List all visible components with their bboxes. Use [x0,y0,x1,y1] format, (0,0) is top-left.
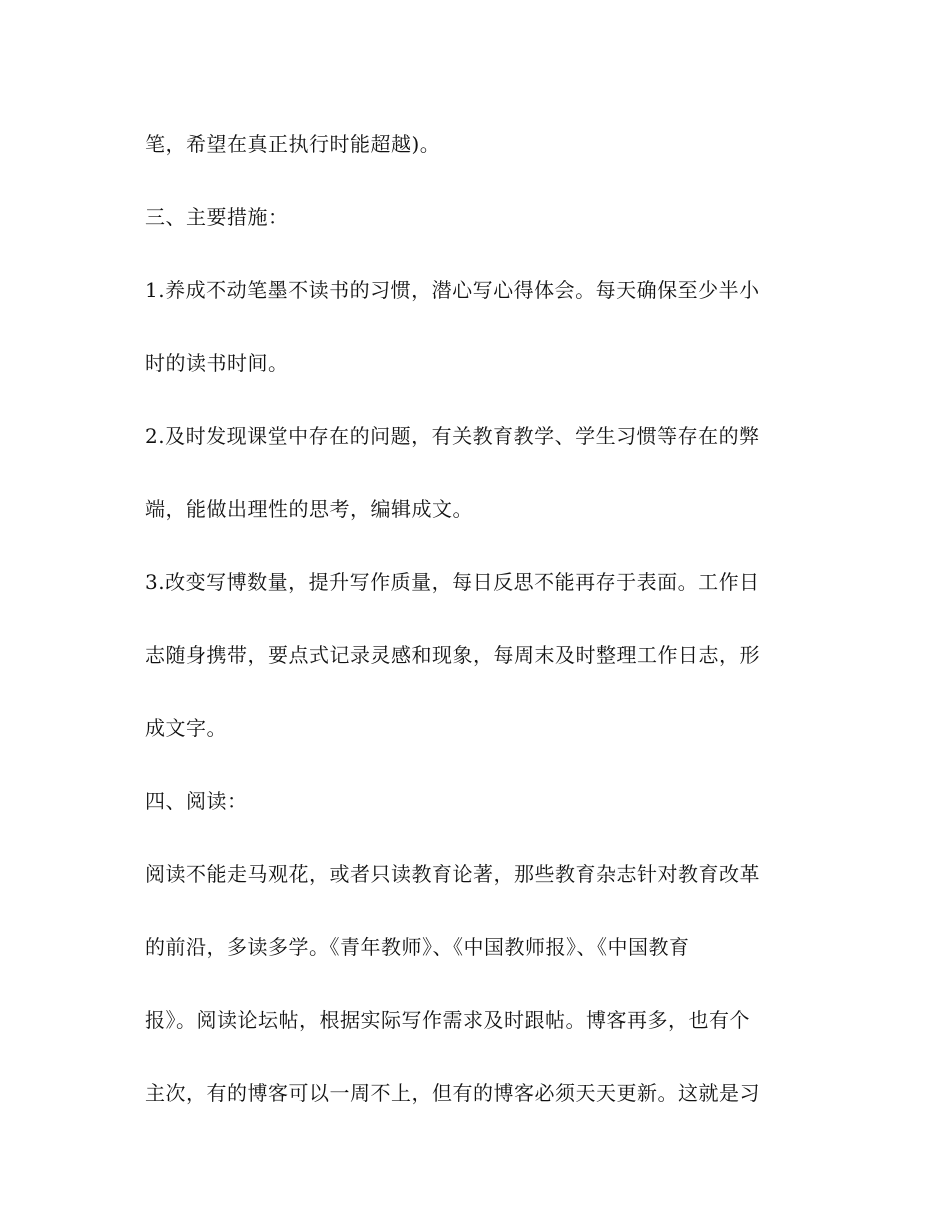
text-line: 3.改变写博数量，提升写作质量，每日反思不能再存于表面。工作日 [145,570,760,594]
text-line: 阅读不能走马观花，或者只读教育论著，那些教育杂志针对教育改革 [145,862,760,886]
text-line: 时的读书时间。 [145,351,289,375]
text-line: 1.养成不动笔墨不读书的习惯，潜心写心得体会。每天确保至少半小 [145,278,760,302]
text-line: 报》。阅读论坛帖，根据实际写作需求及时跟帖。博客再多，也有个 [145,1008,750,1032]
text-line: 志随身携带，要点式记录灵感和现象，每周末及时整理工作日志，形 [145,643,760,667]
text-line: 2.及时发现课堂中存在的问题，有关教育教学、学生习惯等存在的弊 [145,424,760,448]
text-line: 笔，希望在真正执行时能超越)。 [145,132,441,156]
text-line: 成文字。 [145,716,227,740]
section-heading-measures: 三、主要措施： [145,205,289,229]
text-line: 主次，有的博客可以一周不上，但有的博客必须天天更新。这就是习 [145,1081,760,1105]
section-heading-reading: 四、阅读： [145,789,248,813]
text-line: 的前沿，多读多学。《青年教师》、《中国教师报》、《中国教育 [145,935,690,959]
text-line: 端，能做出理性的思考，编辑成文。 [145,497,473,521]
